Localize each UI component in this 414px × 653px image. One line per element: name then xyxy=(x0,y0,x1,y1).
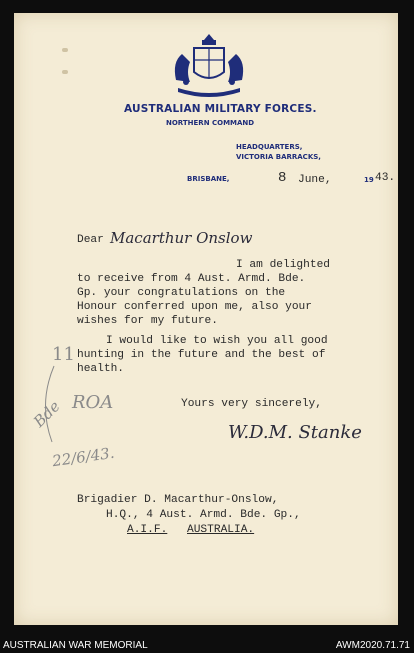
salutation-name: Macarthur Onslow xyxy=(110,229,253,247)
date-month: June, xyxy=(298,174,332,186)
body-line: wishes for my future. xyxy=(77,315,218,327)
date-year-suffix: 43. xyxy=(375,172,396,184)
footer-institution: AUSTRALIAN WAR MEMORIAL xyxy=(3,640,148,651)
date-year-prefix: 19 xyxy=(364,176,374,184)
addressee-line: H.Q., 4 Aust. Armd. Bde. Gp., xyxy=(106,509,301,521)
org-name: AUSTRALIAN MILITARY FORCES. xyxy=(124,103,317,115)
punch-hole xyxy=(62,70,68,74)
annotation-line: ROA xyxy=(72,392,114,413)
body-line: I would like to wish you all good xyxy=(106,335,328,347)
footer-accession-number: AWM2020.71.71 xyxy=(335,640,410,651)
annotation-mark: 11 xyxy=(52,344,75,365)
body-line: to receive from 4 Aust. Armd. Bde. xyxy=(77,273,306,285)
city: BRISBANE, xyxy=(187,175,230,183)
annotation-line: Bde xyxy=(30,397,64,431)
body-line: Honour conferred upon me, also your xyxy=(77,301,312,313)
body-line: health. xyxy=(77,363,124,375)
addressee-line: AUSTRALIA. xyxy=(187,524,255,536)
addressee-line: Brigadier D. Macarthur-Onslow, xyxy=(77,494,279,506)
coat-of-arms-icon xyxy=(168,32,250,102)
closing: Yours very sincerely, xyxy=(181,398,322,410)
hq-line-1: HEADQUARTERS, xyxy=(236,143,303,151)
pencil-bracket xyxy=(36,364,58,444)
body-line: hunting in the future and the best of xyxy=(77,349,326,361)
addressee-line: A.I.F. xyxy=(127,524,168,536)
greeting: Dear xyxy=(77,234,104,246)
body-line: Gp. your congratulations on the xyxy=(77,287,286,299)
hq-line-2: VICTORIA BARRACKS, xyxy=(236,153,321,161)
annotation-line: 22/6/43. xyxy=(51,443,116,471)
body-line: I am delighted xyxy=(236,259,330,271)
punch-hole xyxy=(62,48,68,52)
date-day: 8 xyxy=(278,170,287,186)
signature: W.D.M. Stanke xyxy=(228,422,362,443)
command-name: NORTHERN COMMAND xyxy=(166,119,255,127)
